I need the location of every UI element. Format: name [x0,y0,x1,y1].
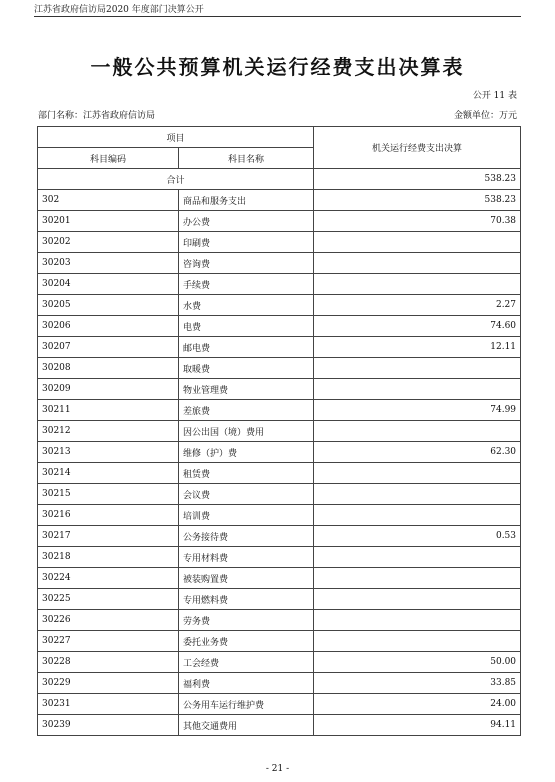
table-row [38,400,521,421]
subject-code: 30218 [38,547,179,568]
table-row [38,505,521,526]
subject-name: 福利费 [179,673,314,694]
subject-name: 办公费 [179,211,314,232]
subject-code: 30227 [38,631,179,652]
table-row [38,694,521,715]
amount-unit: 金额单位：万元 [453,111,517,121]
subject-name: 物业管理费 [179,379,314,400]
expenditure-amount: 70.38 [314,211,521,232]
table-row [38,274,521,295]
table-row [38,211,521,232]
subject-code: 30212 [38,421,179,442]
table-row [38,316,521,337]
expenditure-amount: 62.30 [314,442,521,463]
expenditure-amount [314,589,521,610]
table-row [38,715,521,736]
subject-code: 30205 [38,295,179,316]
expenditure-amount: 24.00 [314,694,521,715]
subject-code: 30211 [38,400,179,421]
subject-code: 30229 [38,673,179,694]
column-header-amount: 机关运行经费支出决算 [314,127,521,169]
expenditure-amount: 0.53 [314,526,521,547]
subject-name: 公务用车运行维护费 [179,694,314,715]
total-row [38,169,521,190]
subject-name: 被装购置费 [179,568,314,589]
document-header: 江苏省政府信访局2020 年度部门决算公开 [34,5,204,15]
subject-name: 专用燃料费 [179,589,314,610]
table-row [38,337,521,358]
subject-name: 会议费 [179,484,314,505]
expenditure-amount: 2.27 [314,295,521,316]
subject-name: 维修（护）费 [179,442,314,463]
expenditure-amount [314,463,521,484]
table-row [38,652,521,673]
subject-code: 30201 [38,211,179,232]
expenditure-table [37,126,521,736]
table-row [38,190,521,211]
column-header-item: 项目 [38,127,314,148]
table-number: 公开 11 表 [472,91,517,101]
department-name: 部门名称：江苏省政府信访局 [38,111,156,121]
subject-code: 30215 [38,484,179,505]
header-rule [34,16,521,17]
subject-code: 30214 [38,463,179,484]
subject-name: 咨询费 [179,253,314,274]
expenditure-amount [314,484,521,505]
expenditure-amount: 94.11 [314,715,521,736]
subject-name: 委托业务费 [179,631,314,652]
table-row [38,526,521,547]
expenditure-amount [314,358,521,379]
expenditure-amount [314,232,521,253]
subject-name: 专用材料费 [179,547,314,568]
subject-code: 30225 [38,589,179,610]
subject-code: 302 [38,190,179,211]
expenditure-amount [314,568,521,589]
expenditure-amount [314,379,521,400]
subject-code: 30206 [38,316,179,337]
table-row [38,295,521,316]
table-row [38,547,521,568]
subject-name: 劳务费 [179,610,314,631]
page-title: 一般公共预算机关运行经费支出决算表 [90,55,465,79]
table-row [38,589,521,610]
expenditure-amount [314,547,521,568]
expenditure-amount [314,421,521,442]
expenditure-amount [314,610,521,631]
subject-code: 30239 [38,715,179,736]
expenditure-amount: 74.99 [314,400,521,421]
table-row [38,484,521,505]
expenditure-amount: 33.85 [314,673,521,694]
table-row [38,631,521,652]
subject-name: 培训费 [179,505,314,526]
subject-name: 租赁费 [179,463,314,484]
subject-name: 商品和服务支出 [179,190,314,211]
column-header-code: 科目编码 [38,148,179,169]
subject-code: 30208 [38,358,179,379]
subject-code: 30217 [38,526,179,547]
table-row [38,253,521,274]
subject-code: 30224 [38,568,179,589]
subject-name: 邮电费 [179,337,314,358]
subject-name: 手续费 [179,274,314,295]
subject-name: 水费 [179,295,314,316]
subject-code: 30213 [38,442,179,463]
subject-name: 工会经费 [179,652,314,673]
table-row [38,610,521,631]
subject-name: 公务接待费 [179,526,314,547]
total-label: 合计 [38,169,314,190]
subject-code: 30204 [38,274,179,295]
expenditure-amount: 74.60 [314,316,521,337]
table-row [38,673,521,694]
table-row [38,442,521,463]
subject-code: 30207 [38,337,179,358]
subject-name: 差旅费 [179,400,314,421]
column-header-name: 科目名称 [179,148,314,169]
total-value: 538.23 [314,169,521,190]
table-row [38,358,521,379]
expenditure-amount [314,274,521,295]
expenditure-amount: 538.23 [314,190,521,211]
subject-name: 其他交通费用 [179,715,314,736]
expenditure-amount [314,631,521,652]
subject-code: 30202 [38,232,179,253]
expenditure-amount: 50.00 [314,652,521,673]
table-row [38,421,521,442]
subject-code: 30209 [38,379,179,400]
expenditure-amount: 12.11 [314,337,521,358]
table-row [38,568,521,589]
subject-name: 取暖费 [179,358,314,379]
subject-code: 30216 [38,505,179,526]
table-row [38,232,521,253]
page-number: - 21 - [265,764,290,774]
expenditure-amount [314,505,521,526]
subject-code: 30228 [38,652,179,673]
subject-name: 因公出国（境）费用 [179,421,314,442]
expenditure-amount [314,253,521,274]
subject-code: 30203 [38,253,179,274]
subject-code: 30226 [38,610,179,631]
table-row [38,463,521,484]
subject-name: 印刷费 [179,232,314,253]
table-row [38,379,521,400]
subject-code: 30231 [38,694,179,715]
subject-name: 电费 [179,316,314,337]
